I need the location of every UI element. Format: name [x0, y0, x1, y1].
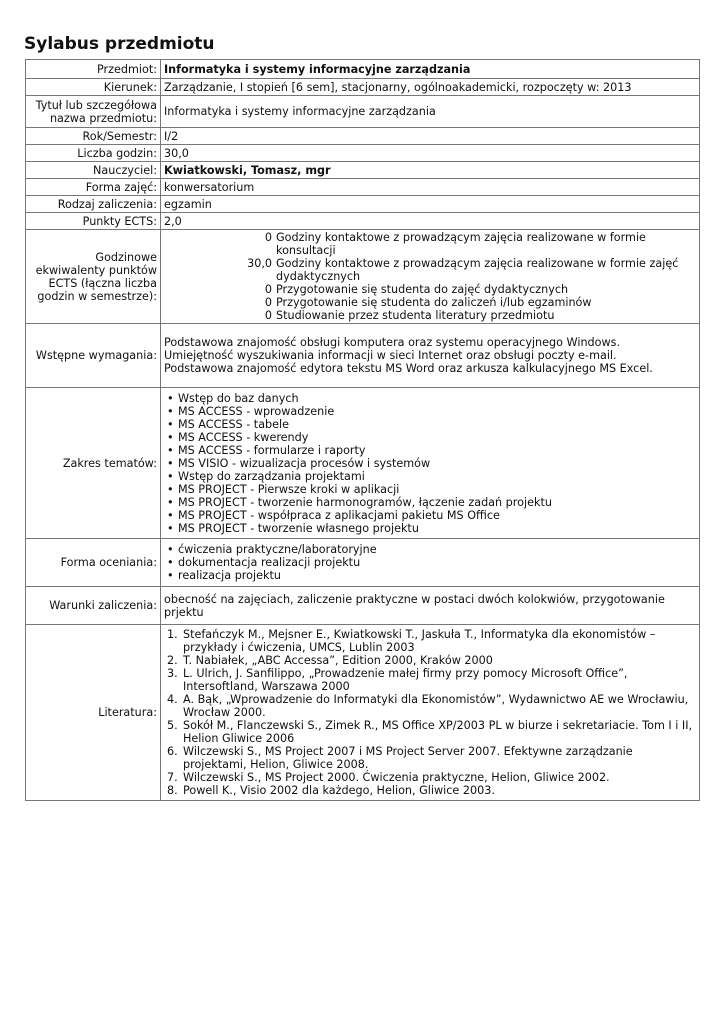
value-zakres: [161, 388, 700, 539]
ocenianie-list: [164, 543, 696, 582]
row-kierunek: [26, 79, 700, 96]
row-forma: [26, 179, 700, 196]
value-forma: konwersatorium: [161, 179, 700, 196]
label-forma: Forma zajęć:: [26, 179, 161, 196]
value-rodzaj: egzamin: [161, 196, 700, 213]
value-wymagania: [161, 324, 700, 388]
list-item: 5. Sokół M., Flanczewski S., Zimek R., MS Office XP/2003 PL w biurze i sekretariacie. Tom I i II, Helion Gliwice 2006: [167, 719, 693, 745]
label-tytul: Tytuł lub szczegółowa nazwa przedmiotu:: [26, 96, 161, 128]
value-ects-hours: [161, 230, 700, 324]
value-warunki: obecność na zajęciach, zaliczenie praktyczne w postaci dwóch kolokwiów, przygotowanie prjektu: [161, 587, 700, 625]
wymagania-line: Podstawowa znajomość obsługi komputera oraz systemu operacyjnego Windows.: [164, 336, 621, 349]
list-item: • MS ACCESS - wprowadzenie: [164, 405, 696, 418]
row-ects-hours: [26, 230, 700, 324]
label-godziny: Liczba godzin:: [26, 145, 161, 162]
ects-hours-item: 0 Godziny kontaktowe z prowadzącym zajęcia realizowane w formie konsultacji: [264, 231, 646, 257]
value-literatura: [161, 625, 700, 801]
page-title: Sylabus przedmiotu: [24, 34, 215, 54]
label-kierunek: Kierunek:: [26, 79, 161, 96]
ects-hours-item: 30,0 Godziny kontaktowe z prowadzącym zajęcia realizowane w formie zajęć dydaktycznych: [247, 257, 679, 283]
ects-hours-item: 0 Studiowanie przez studenta literatury przedmiotu: [264, 309, 555, 322]
row-godziny: [26, 145, 700, 162]
label-rodzaj: Rodzaj zaliczenia:: [26, 196, 161, 213]
row-literatura: [26, 625, 700, 801]
label-przedmiot: Przedmiot:: [26, 60, 161, 79]
list-item: • MS ACCESS - tabele: [164, 418, 696, 431]
syllabus-table: [25, 59, 700, 801]
wymagania-line: Podstawowa znajomość edytora tekstu MS Word oraz arkusza kalkulacyjnego MS Excel.: [164, 362, 653, 375]
value-przedmiot: Informatyka i systemy informacyjne zarządzania: [161, 60, 700, 79]
wymagania-line: Umiejętność wyszukiwania informacji w sieci Internet oraz obsługi poczty e-mail.: [164, 349, 617, 362]
row-tytul: [26, 96, 700, 128]
list-item: 7. Wilczewski S., MS Project 2000. Ćwiczenia praktyczne, Helion, Gliwice 2002.: [167, 771, 610, 784]
list-item: • realizacja projektu: [164, 569, 696, 582]
value-ects: 2,0: [161, 213, 700, 230]
list-item: • MS PROJECT - Pierwsze kroki w aplikacji: [164, 483, 696, 496]
list-item: 6. Wilczewski S., MS Project 2007 i MS Project Server 2007. Efektywne zarządzanie projektami, Helion, Gliwice 2008.: [167, 745, 633, 771]
list-item: • MS VISIO - wizualizacja procesów i systemów: [164, 457, 696, 470]
row-przedmiot: [26, 60, 700, 79]
list-item: • ćwiczenia praktyczne/laboratoryjne: [164, 543, 696, 556]
ects-hours-item: 0 Przygotowanie się studenta do zaliczeń i/lub egzaminów: [264, 296, 592, 309]
label-warunki: Warunki zaliczenia:: [26, 587, 161, 625]
value-nauczyciel: Kwiatkowski, Tomasz, mgr: [161, 162, 700, 179]
ects-hours-item: 0 Przygotowanie się studenta do zajęć dydaktycznych: [264, 283, 569, 296]
label-ects: Punkty ECTS:: [26, 213, 161, 230]
list-item: 1. Stefańczyk M., Mejsner E., Kwiatkowski T., Jaskuła T., Informatyka dla ekonomistów – przykłady i ćwiczenia, UMCS, Lublin 2003: [167, 628, 656, 654]
value-ocenianie: [161, 539, 700, 587]
list-item: • MS PROJECT - współpraca z aplikacjami pakietu MS Office: [164, 509, 696, 522]
label-literatura: Literatura:: [26, 625, 161, 801]
row-ects: [26, 213, 700, 230]
row-rodzaj: [26, 196, 700, 213]
row-nauczyciel: [26, 162, 700, 179]
list-item: • dokumentacja realizacji projektu: [164, 556, 696, 569]
list-item: • MS ACCESS - formularze i raporty: [164, 444, 696, 457]
label-zakres: Zakres tematów:: [26, 388, 161, 539]
list-item: • MS PROJECT - tworzenie własnego projektu: [164, 522, 696, 535]
list-item: 4. A. Bąk, „Wprowadzenie do Informatyki dla Ekonomistów”, Wydawnictwo AE we Wrocławiu, Wrocław 2000.: [167, 693, 689, 719]
row-rok: [26, 128, 700, 145]
literatura-list: [164, 628, 696, 797]
label-nauczyciel: Nauczyciel:: [26, 162, 161, 179]
label-rok: Rok/Semestr:: [26, 128, 161, 145]
list-item: • Wstęp do zarządzania projektami: [164, 470, 696, 483]
label-ects-hours: Godzinowe ekwiwalenty punktów ECTS (łączna liczba godzin w semestrze):: [26, 230, 161, 324]
value-godziny: 30,0: [161, 145, 700, 162]
zakres-list: [164, 392, 696, 535]
row-ocenianie: [26, 539, 700, 587]
list-item: 3. L. Ulrich, J. Sanfilippo, „Prowadzenie małej firmy przy pomocy Microsoft Office”, Intersoftland, Warszawa 2000: [167, 667, 628, 693]
list-item: • Wstęp do baz danych: [164, 392, 696, 405]
list-item: 8. Powell K., Visio 2002 dla każdego, Helion, Gliwice 2003.: [167, 784, 495, 797]
row-warunki: [26, 587, 700, 625]
value-tytul: Informatyka i systemy informacyjne zarządzania: [161, 96, 700, 128]
row-zakres: [26, 388, 700, 539]
list-item: 2. T. Nabiałek, „ABC Accessa”, Edition 2000, Kraków 2000: [167, 654, 493, 667]
value-kierunek: Zarządzanie, I stopień [6 sem], stacjonarny, ogólnoakademicki, rozpoczęty w: 2013: [161, 79, 700, 96]
value-rok: I/2: [161, 128, 700, 145]
row-wymagania: [26, 324, 700, 388]
label-ocenianie: Forma oceniania:: [26, 539, 161, 587]
list-item: • MS PROJECT - tworzenie harmonogramów, łączenie zadań projektu: [164, 496, 696, 509]
list-item: • MS ACCESS - kwerendy: [164, 431, 696, 444]
label-wymagania: Wstępne wymagania:: [26, 324, 161, 388]
